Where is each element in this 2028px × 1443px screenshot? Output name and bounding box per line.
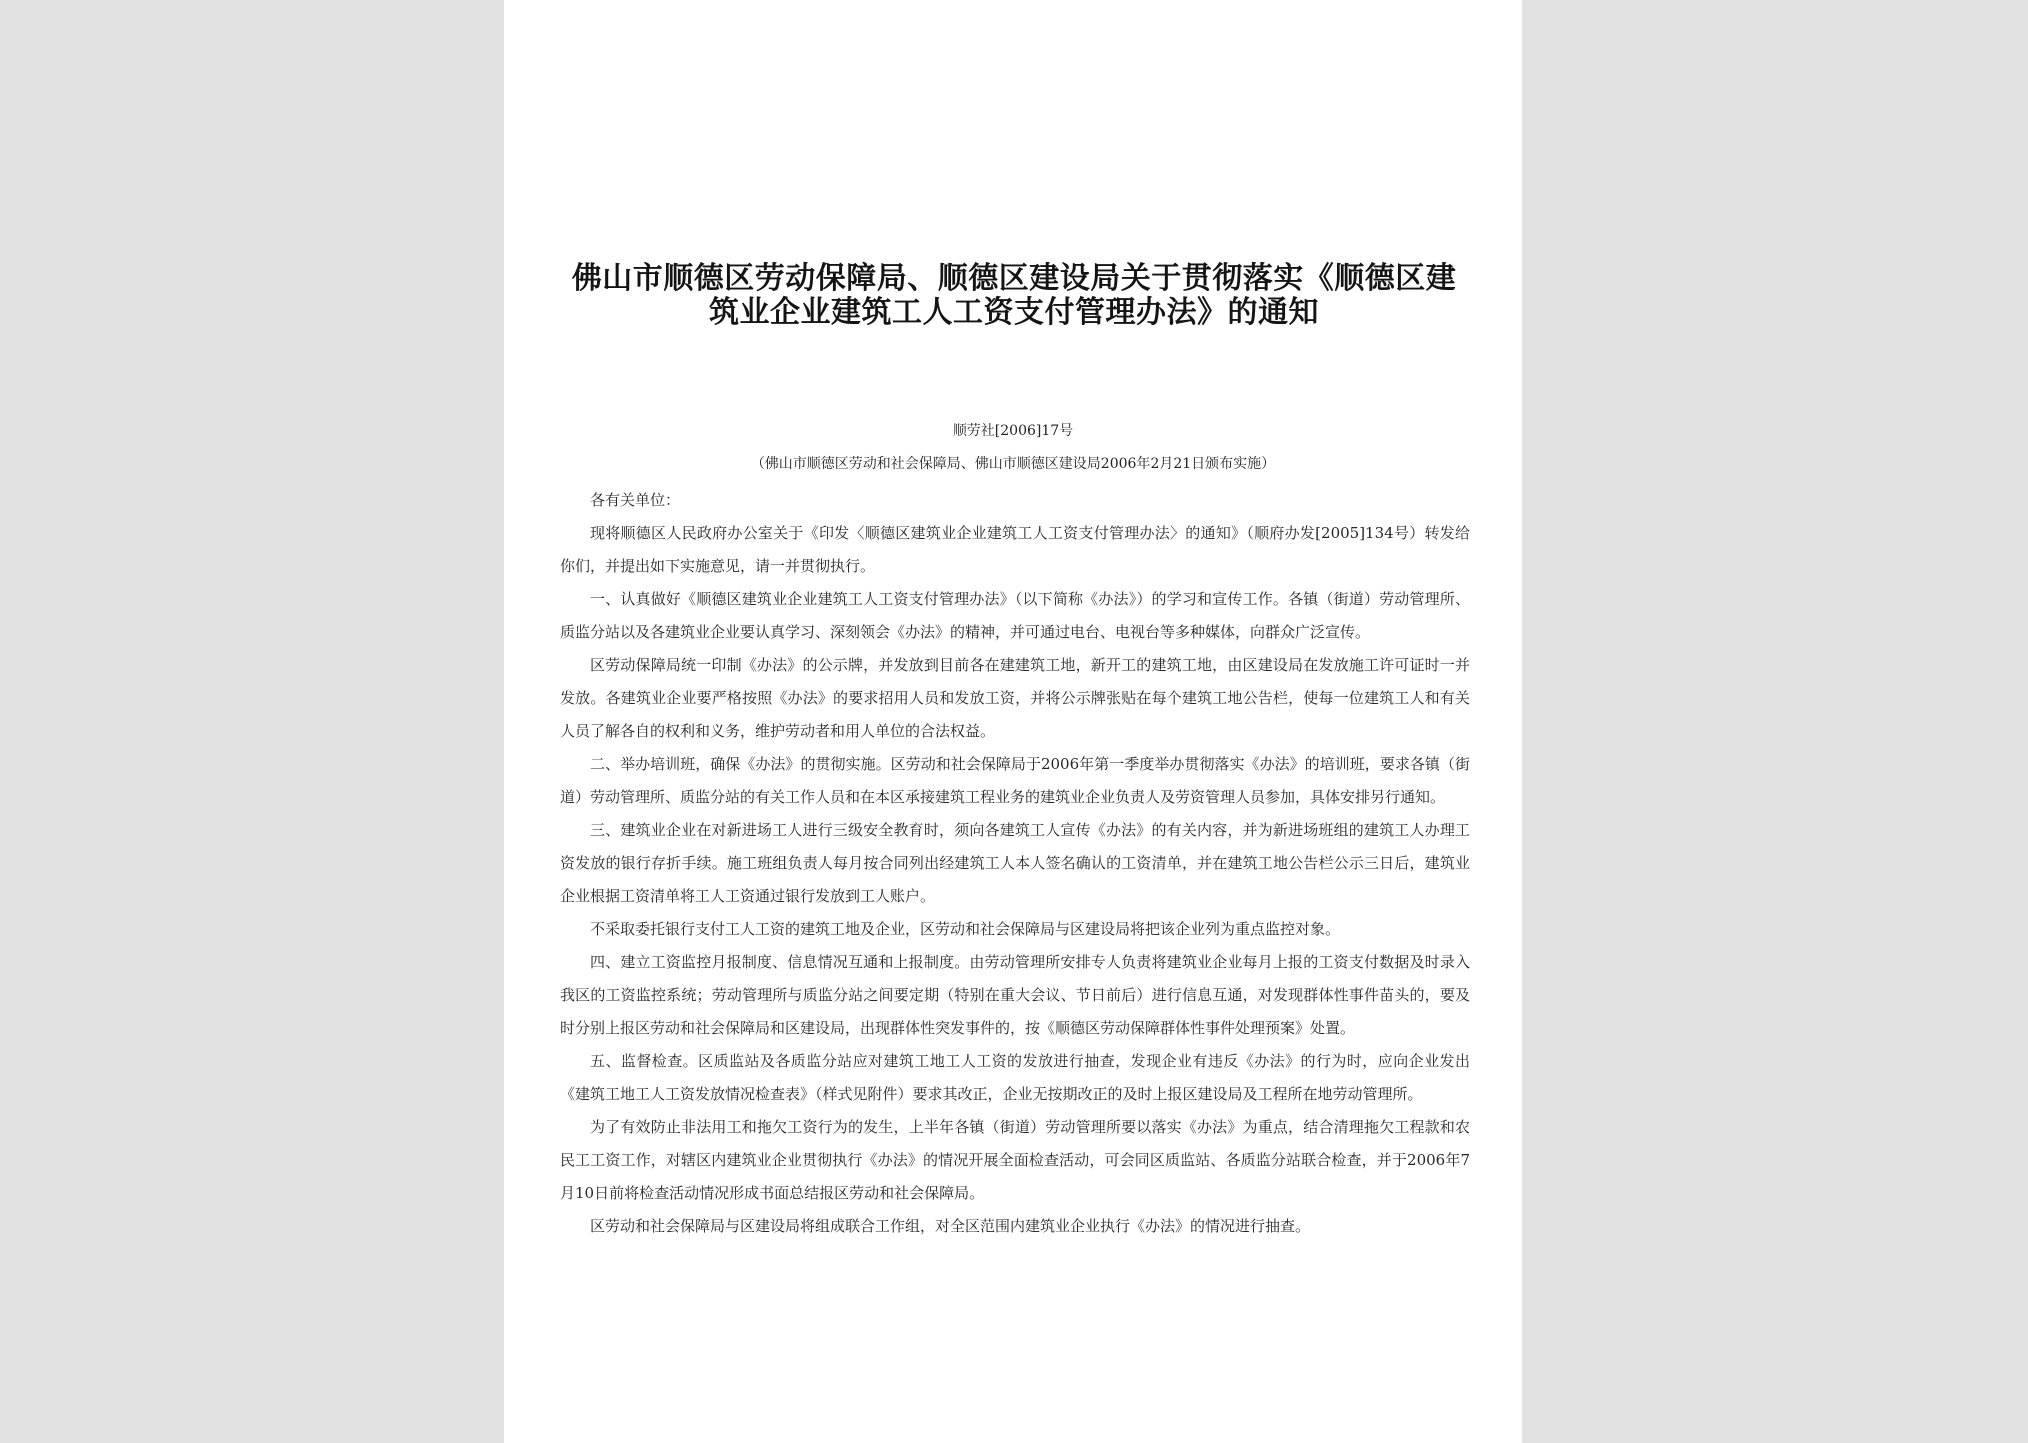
body-paragraph: 不采取委托银行支付工人工资的建筑工地及企业，区劳动和社会保障局与区建设局将把该企业列为重点监控对象。 — [590, 920, 1341, 938]
document-title: 佛山市顺德区劳动保障局、顺德区建设局关于贯彻落实《顺德区建筑业企业建筑工人工资支付管理办法》的通知 — [571, 261, 1457, 330]
body-paragraph: 二、举办培训班，确保《办法》的贯彻实施。区劳动和社会保障局于2006年第一季度举办贯彻落实《办法》的培训班，要求各镇（街道）劳动管理所、质监分站的有关工作人员和在本区承接建筑工程业务的建筑业企业负责人及劳资管理人员参加，具体安排另行通知。 — [560, 755, 1470, 806]
body-paragraph: 为了有效防止非法用工和拖欠工资行为的发生，上半年各镇（街道）劳动管理所要以落实《办法》为重点，结合清理拖欠工程款和农民工工资工作，对辖区内建筑业企业贯彻执行《办法》的情况开展全面检查活动，可会同区质监站、各质监分站联合检查，并于2006年7月10日前将检查活动情况形成书面总结报区劳动和社会保障局。 — [560, 1118, 1470, 1202]
issuer-line: （佛山市顺德区劳动和社会保障局、佛山市顺德区建设局2006年2月21日颁布实施） — [750, 456, 1276, 472]
document-page — [504, 0, 1522, 1443]
body-paragraph: 四、建立工资监控月报制度、信息情况互通和上报制度。由劳动管理所安排专人负责将建筑业企业每月上报的工资支付数据及时录入我区的工资监控系统；劳动管理所与质监分站之间要定期（特别在重大会议、节日前后）进行信息互通，对发现群体性事件苗头的，要及时分别上报区劳动和社会保障局和区建设局，出现群体性突发事件的，按《顺德区劳动保障群体性事件处理预案》处置。 — [560, 953, 1470, 1037]
body-paragraph: 五、监督检查。区质监站及各质监分站应对建筑工地工人工资的发放进行抽查，发现企业有违反《办法》的行为时，应向企业发出《建筑工地工人工资发放情况检查表》（样式见附件）要求其改正，企业无按期改正的及时上报区建设局及工程所在地劳动管理所。 — [560, 1052, 1470, 1103]
document-number: 顺劳社[2006]17号 — [952, 423, 1074, 439]
body-paragraph: 三、建筑业企业在对新进场工人进行三级安全教育时，须向各建筑工人宣传《办法》的有关内容，并为新进场班组的建筑工人办理工资发放的银行存折手续。施工班组负责人每月按合同列出经建筑工人本人签名确认的工资清单，并在建筑工地公告栏公示三日后，建筑业企业根据工资清单将工人工资通过银行发放到工人账户。 — [560, 821, 1470, 905]
document-body — [560, 484, 1470, 1243]
body-paragraph: 区劳动和社会保障局与区建设局将组成联合工作组，对全区范围内建筑业企业执行《办法》的情况进行抽查。 — [590, 1217, 1311, 1235]
body-paragraph: 一、认真做好《顺德区建筑业企业建筑工人工资支付管理办法》（以下简称《办法》）的学习和宣传工作。各镇（街道）劳动管理所、质监分站以及各建筑业企业要认真学习、深刻领会《办法》的精神，并可通过电台、电视台等多种媒体，向群众广泛宣传。 — [560, 590, 1470, 641]
body-paragraph: 现将顺德区人民政府办公室关于《印发〈顺德区建筑业企业建筑工人工资支付管理办法〉的通知》（顺府办发[2005]134号）转发给你们，并提出如下实施意见，请一并贯彻执行。 — [560, 524, 1470, 575]
salutation: 各有关单位： — [590, 491, 681, 509]
body-paragraph: 区劳动保障局统一印制《办法》的公示牌，并发放到目前各在建建筑工地，新开工的建筑工地，由区建设局在发放施工许可证时一并发放。各建筑业企业要严格按照《办法》的要求招用人员和发放工资，并将公示牌张贴在每个建筑工地公告栏，使每一位建筑工人和有关人员了解各自的权利和义务，维护劳动者和用人单位的合法权益。 — [560, 656, 1470, 740]
